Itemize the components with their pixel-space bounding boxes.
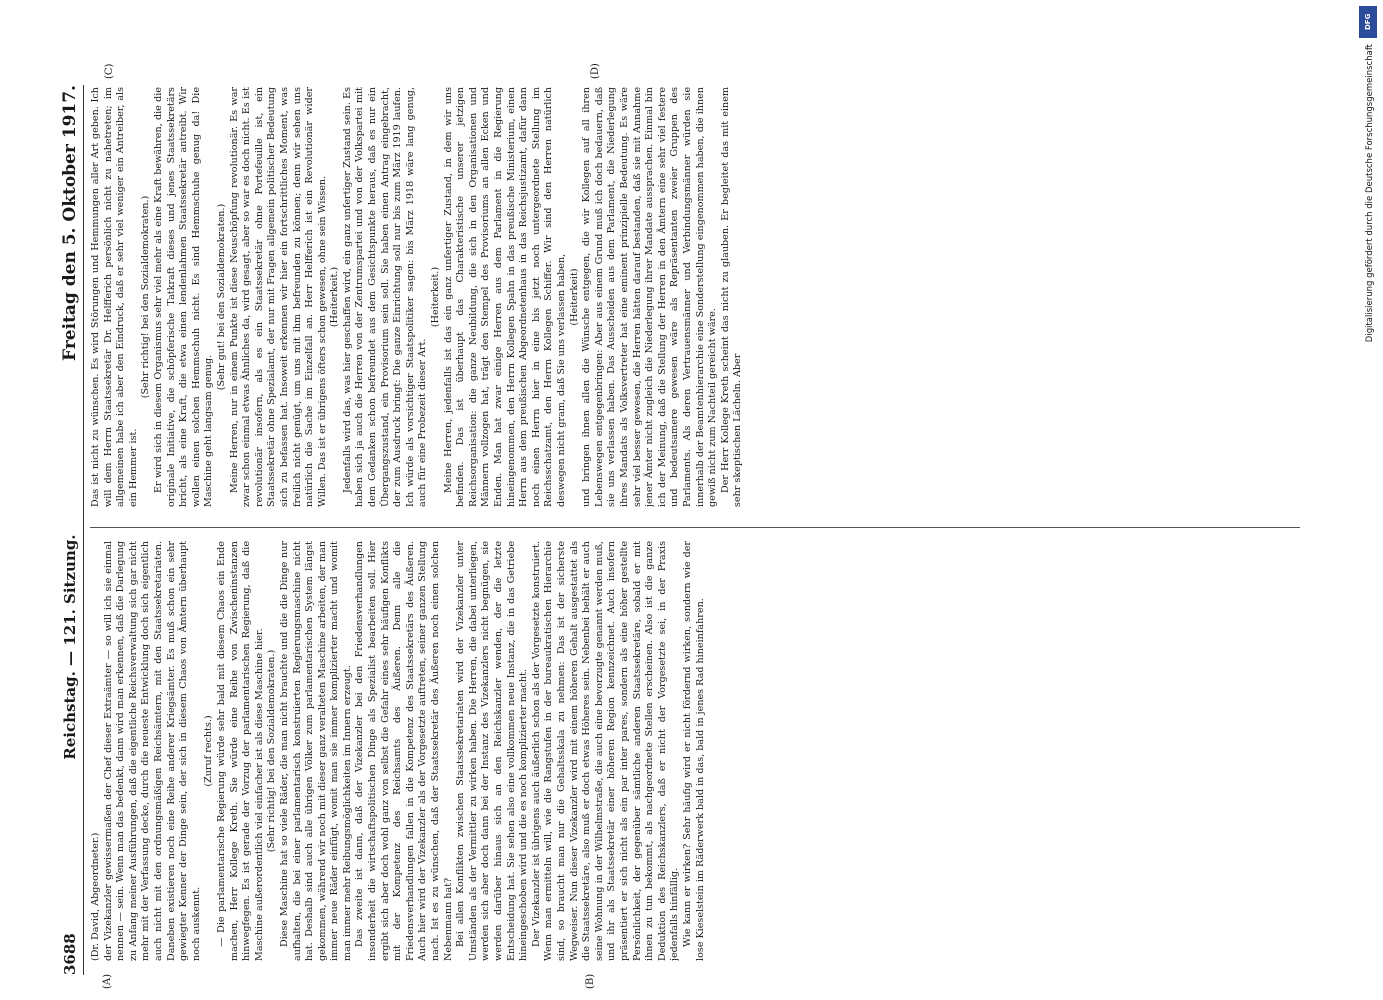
margin-mark-b: (B): [585, 973, 596, 989]
margin-mark-d: (D): [590, 63, 601, 79]
session-date: Freitag den 5. Oktober 1917.: [59, 85, 80, 361]
paragraph: Er wird sich in diesem Organismus sehr viel mehr als eine Kraft bewähren, die die originale Initiative, die schöpferische Tatkraft dieses und jenes Staatssekretärs bricht, als eine Kraft, die etwa einen lendenlahmen Staatssekretär antreibt. Wir wollen einen solchen Hemmschuh nicht. Es sind Hemmschuhe genug da! Die Maschine geht langsam genug.: [152, 87, 215, 507]
stamp-badge: [1359, 6, 1377, 38]
page-number: 3688: [60, 933, 79, 975]
digitization-credit: Digitalisierung gefördert durch die Deutsche Forschungsgemeinschaft: [1365, 44, 1375, 343]
interjection: (Heiterkeit.): [329, 266, 341, 328]
interjection: (Heiterkeit): [568, 268, 580, 326]
paragraph: Diese Maschine hat so viele Räder, die man nicht brauchte und die die Dinge nur aufhalten, die bei einer parlamentarisch konstruierten Regierungsmaschine nicht hat. Deshalb sind auch alle übrigen Völker zum parlamentarischen System längst gekommen, während wir noch mit dieser ganz veralteten Maschine arbeiten, der man immer neue Räder einfügt, womit man sie immer komplizierter macht und womit man immer mehr Reibungsmöglichkeiten im Innern erzeugt.: [278, 541, 353, 961]
interjection: (Sehr richtig! bei den Sozialdemokraten.): [140, 195, 152, 399]
margin-mark-a: (A): [102, 973, 113, 989]
margin-mark-c: (C): [104, 63, 115, 79]
paragraph: Der Vizekanzler ist übrigens auch äußerlich schon als der Vorgesetzte konstruiert. Wenn man ermitteln will, wie die Rangstufen in der bureaukratischen Hierarchie sind, so braucht man nur die Gehaltsskala zu nehmen: Das ist der sicherste Wegweiser. Nun dieser Vizekanzler wird mit einem höheren Gehalt ausgestattet als die Staatssekretäre, also muß er doch etwas Höheres sein. Nebenbei behält er auch seine Wohnung in der Wilhelmstraße, die auch eine bevorzugte genannt werden muß, und ihr als Staatssekretär einer höheren Region kennzeichnet. Auch insofern präsentiert er sich nicht als ein par inter pares, sondern als eine höher gestellte Persönlichkeit, der gegenüber sämtliche anderen Staatssekretäre, sobald er mit ihnen zu tun bekommt, als nachgeordnete Stellen erscheinen. Also ist die ganze Deduktion des Reichskanzlers, daß er nicht der Vorgesetzte sei, in der Praxis jedenfalls hinfällig.: [530, 541, 681, 961]
document-page: [59, 63, 1305, 989]
right-column: [90, 87, 1300, 507]
paragraph: Das ist nicht zu wünschen. Es wird Störungen und Hemmungen aller Art geben. Ich will dem Herrn Staatssekretär Dr. Helfferich persönlich nicht zu nahetreten; im allgemeinen habe ich aber den Eindruck, daß er sehr viel weniger ein Antreiber, als ein Hemmer ist.: [90, 87, 139, 507]
paragraph: Meine Herren, nur in einem Punkte ist diese Neuschöpfung revolutionär. Es war zwar schon einmal etwas Ähnliches da, wird gesagt, aber so war es doch nicht. Es ist revolutionär insofern, als es ein Staatssekretär ohne Portefeuille ist, ein Staatssekretär ohne Spezialamt, der nur mit Fragen allgemein politischer Bedeutung sich zu befassen hat. Insoweit erkennen wir hier ein fortschrittliches Moment, was freilich nicht genügt, um uns mit ihm befreunden zu können; denn wir sehen uns natürlich die Sache im Einzelfall an. Herr Helfferich ist ein Revolutionär wider Willen. Das ist er übrigens öfters schon gewesen, ohne sein Wissen.: [228, 87, 328, 507]
paragraph: Jedenfalls wird das, was hier geschaffen wird, ein ganz unfertiger Zustand sein. Es haben sich ja auch die Herren von der Zentrumspartei und von der Volkspartei mit dem Gedanken schon befreundet aus dem Gesichtspunkte heraus, daß es nur ein Übergangszustand, ein Provisorium sein soll. Sie haben einen Antrag eingebracht, der zum Ausdruck bringt: Die ganze Einrichtung soll nur bis zum März 1919 laufen. Ich würde als vorsichtiger Staatspolitiker sagen: bis März 1918 wäre lang genug, auch für eine Probezeit dieser Art.: [341, 87, 429, 507]
paragraph: Wie kann er wirken? Sehr häufig wird er nicht fördernd wirken, sondern wie der lose Kieselstein im Räderwerk bald in das, bald in jenes Rad hineinfahren.: [681, 541, 706, 961]
paragraph: Der Herr Kollege Kreth scheint das nicht zu glauben. Er begleitet das mit einem sehr skeptischen Lächeln. Aber: [719, 87, 744, 507]
page-header: [60, 85, 84, 975]
paragraph: und bringen ihnen allen die Wünsche entgegen, die wir Kollegen auf all ihren Lebenswegen entgegenbringen: Aber aus einem Grund muß ich doch bedauern, daß sie uns verlassen haben. Das Ausscheiden aus dem Parlament, die Niederlegung ihres Mandats als Volksvertreter hat eine eminent prinzipielle Bedeutung. Es wäre sehr viel besser gewesen, die Herren hätten darauf bestanden, daß sie mit Annahme jener Ämter nicht zugleich die Niederlegung ihrer Mandate aussprachen. Einmal bin ich der Meinung, daß die Stellung der Herren in den Ämtern eine sehr viel festere und bedeutsamere gewesen wäre als Repräsentanten zweier Gruppen des Parlaments. Als deren Vertrauensmänner und Verbindungsmänner würden sie innerhalb der Beamtenhierarchie eine Sonderstellung eingenommen haben, die ihnen gewiß nicht zum Nachteil gereicht wäre.: [581, 87, 719, 507]
stamp-label: DFG: [1364, 13, 1372, 31]
paragraph: der Vizekanzler gewissermaßen der Chef dieser Extraämter — so will ich sie einmal nennen — sein. Wenn man das bedenkt, dann wird man erkennen, daß die Darlegung zu Anfang meiner Ausführungen, daß die eigentliche Reichsverwaltung sich gar nicht mehr mit der Verfassung decke, durch die neueste Entwicklung doch sich eigentlich auch nicht mit den ordnungsmäßigen Reichsämtern, mit den Staatssekretariaten. Daneben existieren noch eine Reihe anderer Kriegsämter. Es muß schon ein sehr gewiegter Kenner der Dinge sein, der sich in diesem Chaos von Ämtern überhaupt noch auskennt.: [102, 541, 202, 961]
interjection: (Heiterkeit.): [430, 266, 442, 328]
paragraph: Bei allen Konflikten zwischen Staatssekretariaten wird der Vizekanzler unter Umständen als der Vermittler zu wirken haben. Die Herren, die dabei unterliegen, werden sich aber doch dann bei der Instanz des Vizekanzlers nicht begnügen, sie werden darüber hinaus sich an den Reichskanzler wenden, der die letzte Entscheidung hat. Sie sehen also eine vollkommen neue Instanz, die in das Getriebe hineingeschoben wird und die es noch komplizierter macht.: [455, 541, 530, 961]
paragraph: — Die parlamentarische Regierung würde sehr bald mit diesem Chaos ein Ende machen, Herr Kollege Kreth. Sie würde eine Reihe von Zwischeninstanzen hinwegfegen. Es ist gerade der Vorzug der parlamentarischen Regierung, daß die Maschine außerordentlich viel einfacher ist als diese Maschine hier.: [215, 541, 265, 961]
interjection: (Sehr richtig! bei den Sozialdemokraten.): [266, 649, 278, 853]
paragraph: Das zweite ist dann, daß der Vizekanzler bei den Friedensverhandlungen insonderheit die wirtschaftspolitischen Dinge als Spezialist bearbeiten soll. Hier ergibt sich aber doch wohl ganz von selbst die Gefahr eines sehr häufigen Konflikts mit der Kompetenz des Reichsamts des Äußeren. Denn alle die Friedensverhandlungen fallen in die Kompetenz des Staatssekretärs des Äußeren. Auch hier wird der Vizekanzler als der Vorgesetzte auftreten, seiner ganzen Stellung nach. Ist es zu wünschen, daß der Staatssekretär des Äußeren noch einen solchen Nebenmann hat?: [354, 541, 454, 961]
text-columns: [90, 63, 1300, 989]
paragraph: Meine Herren, jedenfalls ist das ein ganz unfertiger Zustand, in dem wir uns befinden. Das ist überhaupt das Charakteristische unserer jetzigen Reichsorganisation: die ganze Neubildung, die sich in den Organisationen und Männern vollzogen hat, trägt den Stempel des Provisoriums an allen Ecken und Enden. Man hat zwar einige Herren aus dem Parlament in die Regierung hineingenommen, den Herrn Kollegen Spahn in das preußische Ministerium, einen Herrn aus dem preußischen Abgeordnetenhaus in das Reichsjustizamt, dafür dann noch einen Herrn hier in eine bis jetzt noch untergeordnete Stellung im Reichsschatzamt, den Herrn Kollegen Schiffer. Wir sind den Herren natürlich deswegen nicht gram, daß Sie uns verlassen haben,: [442, 87, 567, 507]
interjection: (Sehr gut! bei den Sozialdemokraten.): [215, 203, 227, 391]
speaker-line: (Dr. David, Abgeordneter.): [90, 832, 101, 961]
session-title: Reichstag. — 121. Sitzung.: [60, 534, 79, 760]
interjection: (Zuruf rechts.): [203, 715, 215, 787]
left-column: [90, 541, 1300, 961]
column-divider: [90, 527, 1300, 528]
